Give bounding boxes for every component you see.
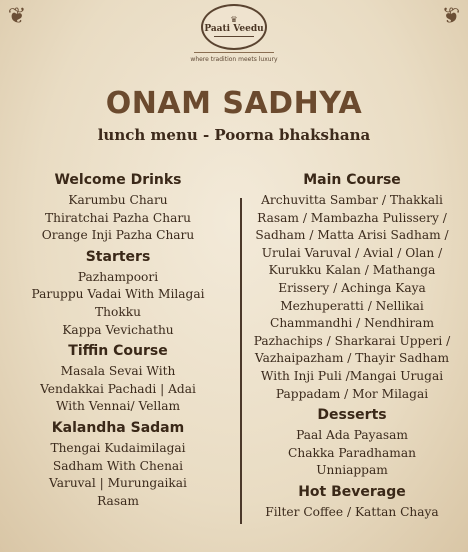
menu-item: Erissery / Achinga Kaya [278,280,426,295]
menu-item: Pazhachips / Sharkarai Upperi / [253,333,451,348]
menu-item: Varuval | Murungaikai [49,476,187,491]
menu-item: Paruppu Vadai With Milagai [31,287,205,302]
brand-name: Paati Veedu [204,24,264,34]
section-title-main: Main Course [303,172,401,188]
menu-title: ONAM SADHYA [105,86,363,121]
section-title-desserts: Desserts [317,407,387,424]
menu-item: Chakka Paradhaman [288,445,416,460]
menu-item: Rasam [97,493,139,508]
menu-item: Sadham / Matta Arisi Sadham / [255,228,449,243]
menu-item: Vendakkai Pachadi | Adai [40,381,196,396]
menu-item: Filter Coffee / Kattan Chaya [265,504,439,519]
menu-item: Pappadam / Mor Milagai [275,386,429,401]
menu-item: With Inji Puli /Mangai Urugai [260,368,444,383]
corner-ornament-icon: ❦ [7,4,27,29]
section-title-kalandha: Kalandha Sadam [51,419,185,436]
menu-item: Chammandhi / Nendhiram [270,316,434,331]
menu-subtitle: lunch menu - Poorna bhakshana [97,126,371,144]
menu-item: Paal Ada Payasam [296,428,408,443]
section-title-starters: Starters [85,248,151,265]
menu-item: Thengai Kudaimilagai [50,440,186,455]
left-column [0,172,236,510]
menu-item: Thokku [95,304,141,319]
menu-item: Mezhuperatti / Nellikai [280,298,424,313]
menu-item: Pazhampoori [77,269,159,284]
brand-seal [201,4,267,50]
brand-tagline: where tradition meets luxury [190,56,278,63]
menu-item: Sadham With Chenai [52,458,184,473]
logo [0,4,468,63]
section-title-tiffin: Tiffin Course [68,343,168,360]
section-title-beverage: Hot Beverage [298,483,406,500]
right-column [242,172,462,522]
menu-item: Masala Sevai With [60,364,176,379]
menu-item: Kurukku Kalan / Mathanga [268,263,436,278]
menu-item: Unniappam [316,463,388,478]
menu-item: Vazhaipazham / Thayir Sadham [254,351,450,366]
section-title-welcome: Welcome Drinks [54,172,182,188]
menu-item: Urulai Varuval / Avial / Olan / [261,245,443,260]
menu-item: Orange Inji Pazha Charu [41,228,195,243]
menu-item: Thiratchai Pazha Charu [44,210,192,225]
menu-item: Rasam / Mambazha Pulissery / [257,210,447,225]
menu-item: Archuvitta Sambar / Thakkali [261,193,443,207]
menu-item: Karumbu Charu [68,193,168,207]
corner-ornament-icon: ❦ [441,4,461,29]
crown-icon: ♛ [230,15,238,24]
menu-item: Kappa Vevichathu [62,322,174,337]
menu-item: With Vennai/ Vellam [55,399,181,414]
